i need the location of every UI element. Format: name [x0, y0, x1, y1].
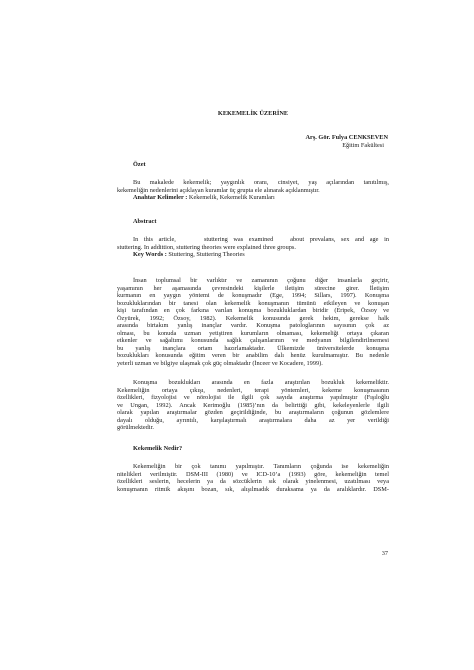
paragraph-line: yaşamının her aşamasında çevresindeki kişilerle iletişim sürecine girer. İletişim	[117, 284, 389, 292]
paragraph-line: bozukluklarından bir tanesi olan kekemelik konuşmanın tümünü etkileyen ve konuşan	[117, 299, 389, 307]
abstract-heading: Abstract	[133, 218, 157, 225]
ozet-line: kekemeliğin nedenlerini açıklayan kuramlar üç grupta ele alınarak açıklanmıştır.	[117, 186, 320, 194]
paragraph-line: ve Ungan, 1992). Ancak Kerimoğlu (1985)’nın da belirttiği gibi, kekeleyenlerle ilgili	[117, 401, 389, 409]
paragraph-line: kişi tarafından en çok farkına varılan konuşma bozukluklardan biridir (Eripek, Özsoy ve	[117, 307, 389, 315]
paragraph-line: özellikleri seslerin, hecelerin ya da sözcüklerin sık olarak yinelenmesi, uzatılması veya	[117, 478, 389, 486]
paragraph-line: Kekemeliğin bir çok tanımı yapılmıştır. Tanımların çoğunda ise kekemeliğin	[133, 463, 389, 470]
paragraph-line: arasında birtakım yanlış inançlar vardır. Konuşma patologlarının sayısının çok az	[117, 322, 389, 330]
section-text	[117, 463, 389, 493]
abstract-line: In this article, stuttering was examined about prevalans, sex and age in	[133, 236, 389, 243]
paragraph-line: konuşmanın ritmik akışını bozan, sık, alışılmadık duraksama ya da aralıklardır. DSM-	[117, 485, 389, 493]
section-heading: Kekemelik Nedir?	[133, 445, 183, 452]
paragraph-line: İnsan toplumsal bir varlıktır ve zamanının çoğunu diğer insanlarla geçirir,	[133, 277, 389, 284]
paragraph-line: özellikleri, fizyolojisi ve nörolojisi ile ilgili çok sayıda araştırma yapılmıştır (Fışıloğlu	[117, 394, 389, 402]
ozet-text	[117, 179, 389, 202]
ozet-keywords	[117, 194, 389, 202]
paragraph-line: etkenler ve sağaltımı konusunda sağlık çalışanlarının ve medyanın bilgilendirilmemesi	[117, 337, 389, 345]
abstract-keywords-label: Key Words :	[133, 251, 167, 259]
paragraph-line: kurmanın en yaygın yöntemi de konuşmadır (Ege, 1994; Sillars, 1997). Konuşma	[117, 292, 389, 300]
paragraph-line: olması, bu konuda uzman yetiştiren kurumların olmaması, kekemeliği ortaya çıkaran	[117, 329, 389, 337]
abstract-keywords-value: Stuttering, Stuttering Theories	[168, 251, 245, 259]
paragraph-line: görülmektedir.	[117, 424, 154, 432]
page-number: 37	[381, 550, 388, 557]
body-paragraph-1	[117, 277, 389, 368]
body-paragraph-2	[117, 379, 389, 432]
paragraph-line: olarak yapılan araştırmalar gözden geçirildiğinde, bu araştırmaların çoğunun gözlemlere	[117, 409, 389, 417]
paragraph-line: Konuşma bozuklukları arasında en fazla araştırılan bozukluk kekemeliktir.	[133, 379, 389, 386]
paragraph-line: bozuklukları konusunda eğitim veren bir anabilim dalı henüz kurulmamıştır. Bu nedenle	[117, 352, 389, 360]
paragraph-line: dayalı olduğu, ayrıntılı, karşılaştırmalı araştırmalara daha az yer verildiği	[117, 416, 389, 424]
author-name: Arş. Gör. Fulya CENKSEVEN	[305, 134, 388, 141]
paragraph-line: Kekemeliğin ortaya çıkışı, nedenleri, terapi yöntemleri, kekeme konuşmasının	[117, 386, 389, 394]
paragraph-line: nitelikleri verilmiştir. DSM-III (1980) ve ICD-10’a (1993) göre, kekemeliğin temel	[117, 470, 389, 478]
ozet-keywords-value: Kekemelik, Kekemelik Kuramları	[188, 194, 275, 202]
author-affiliation: Eğitim Fakültesi	[342, 142, 384, 149]
ozet-line: Bu makalede kekemelik; yaygınlık oranı, cinsiyet, yaş açılarından tanıtılmış,	[133, 179, 389, 186]
paragraph-line: bu yanlış inançlara ortam hazırlamaktadır. Ülkemizde üniversitelerde konuşma	[117, 344, 389, 352]
ozet-keywords-label: Anahtar Kelimeler :	[133, 194, 188, 202]
abstract-text	[117, 236, 389, 259]
abstract-line: stuttering. In addittion, stuttering theories were explained three groups.	[117, 243, 296, 251]
abstract-keywords	[117, 251, 389, 259]
paragraph-line: Özyürek, 1992; Özsoy, 1982). Kekemelik konusunda gerek hekim, gerekse halk	[117, 314, 389, 322]
ozet-heading: Özet	[133, 161, 146, 168]
paragraph-line: yeterli uzman ve bilgiye ulaşmak çok güç olmaktadır (İnceer ve Kocadere, 1999).	[117, 360, 323, 368]
paper-title: KEKEMELİK ÜZERİNE	[217, 110, 289, 117]
